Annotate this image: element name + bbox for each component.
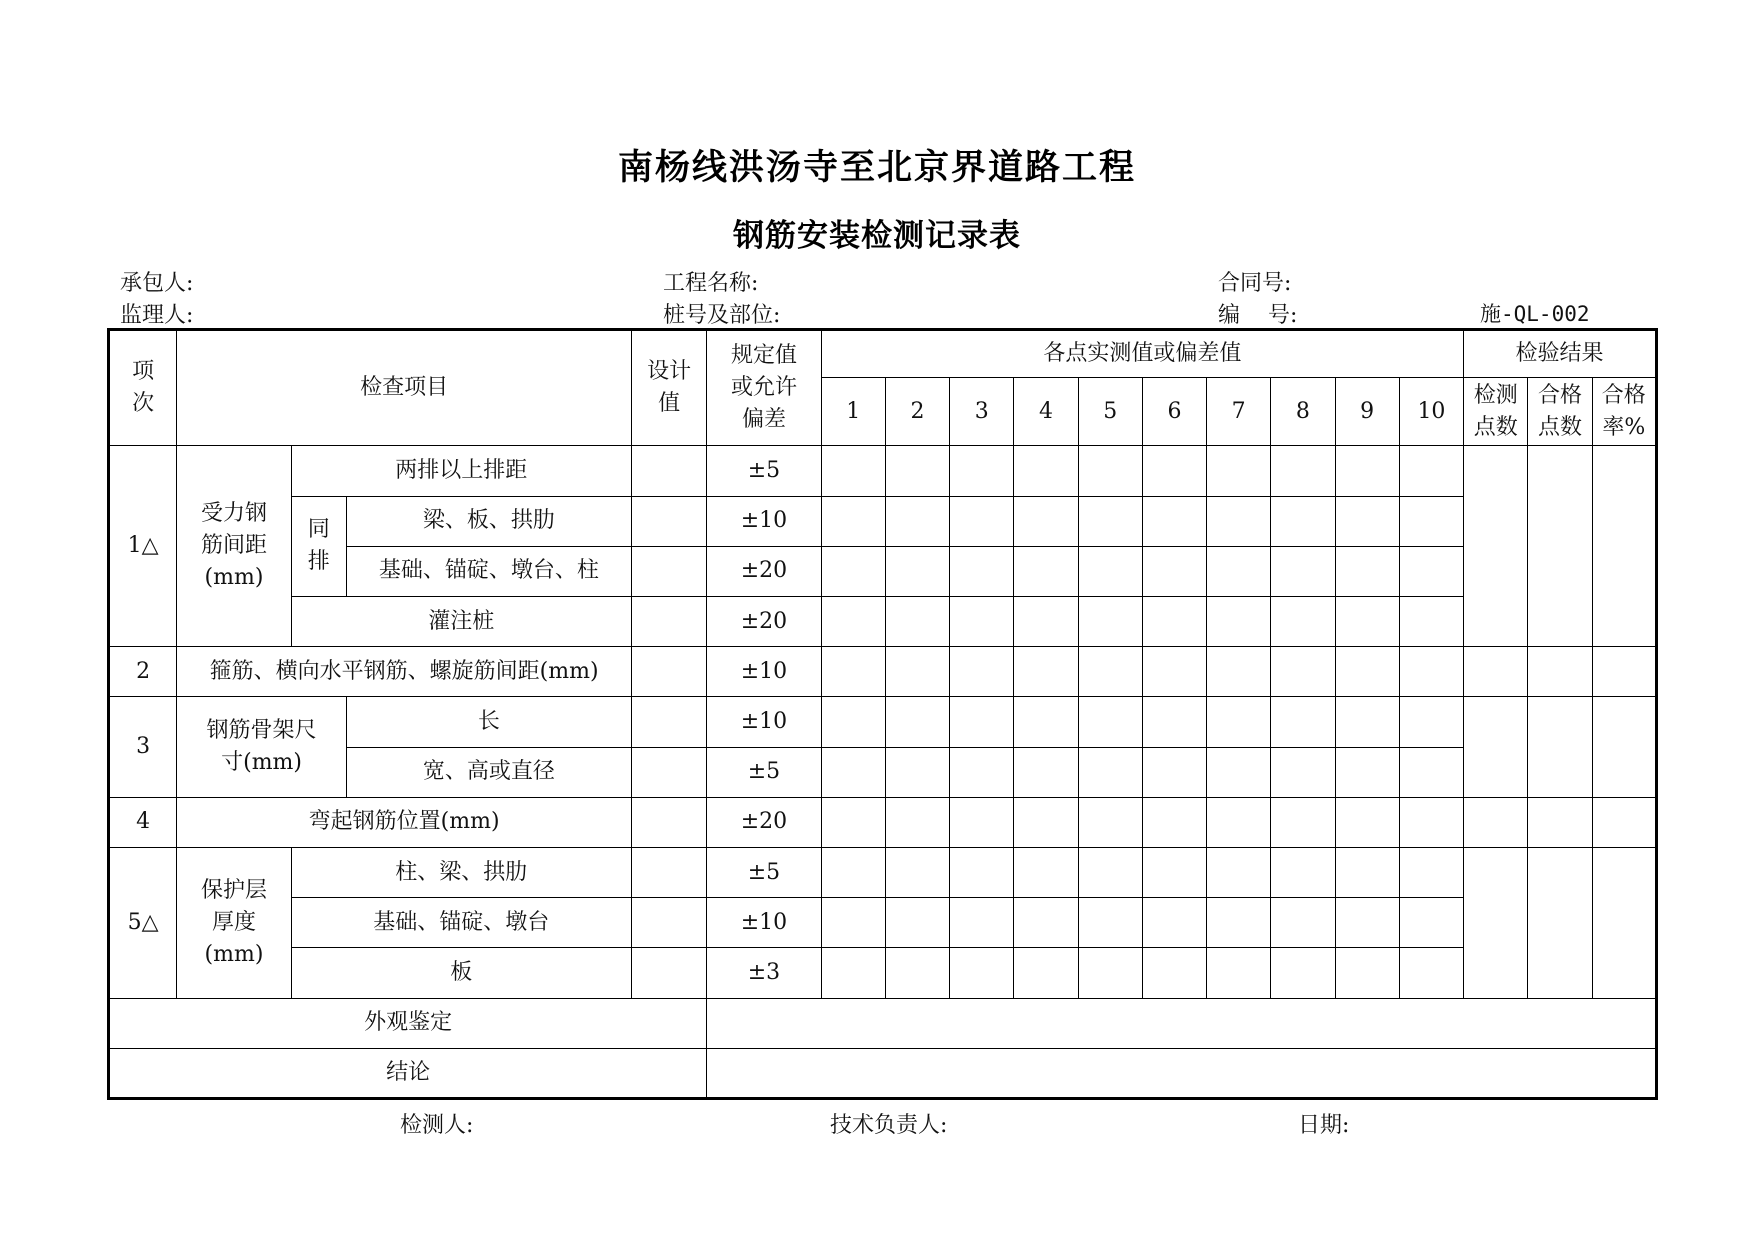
measure-cell[interactable] <box>1078 847 1142 897</box>
measure-cell[interactable] <box>950 546 1014 596</box>
measure-cell[interactable] <box>885 647 949 697</box>
measure-cell[interactable] <box>1399 747 1463 797</box>
row2-tol: ±10 <box>707 647 821 697</box>
measure-cell[interactable] <box>1142 898 1206 948</box>
location-label: 桩号及部位: <box>663 303 781 328</box>
measure-cell[interactable] <box>885 948 949 998</box>
conclusion-label: 结论 <box>109 1048 707 1098</box>
measure-cell[interactable] <box>1207 647 1271 697</box>
measure-cell[interactable] <box>821 747 885 797</box>
measure-cell[interactable] <box>1335 797 1399 847</box>
header-design-value: 设计 值 <box>631 330 706 446</box>
result-pass-cell[interactable] <box>1528 697 1592 797</box>
measure-cell[interactable] <box>1142 647 1206 697</box>
measure-cell[interactable] <box>1078 647 1142 697</box>
design-value-cell[interactable] <box>631 847 706 897</box>
row4-item: 弯起钢筋位置(mm) <box>177 797 632 847</box>
measure-cell[interactable] <box>821 597 885 647</box>
row5-item-b: 基础、锚碇、墩台 <box>291 898 631 948</box>
measure-cell[interactable] <box>1014 847 1078 897</box>
measure-cell[interactable] <box>1335 898 1399 948</box>
design-value-cell[interactable] <box>631 647 706 697</box>
row3-category: 钢筋骨架尺 寸(mm) <box>177 697 347 797</box>
measure-cell[interactable] <box>1142 948 1206 998</box>
measure-cell[interactable] <box>1207 847 1271 897</box>
measure-cell[interactable] <box>1399 948 1463 998</box>
row2-no: 2 <box>109 647 177 697</box>
header-point-3: 3 <box>950 378 1014 446</box>
measure-cell[interactable] <box>1078 898 1142 948</box>
measure-cell[interactable] <box>950 496 1014 546</box>
design-value-cell[interactable] <box>631 697 706 747</box>
appearance-label: 外观鉴定 <box>109 998 707 1048</box>
document-title: 南杨线洪汤寺至北京界道路工程 <box>617 148 1136 188</box>
result-count-cell[interactable] <box>1464 847 1528 998</box>
measure-cell[interactable] <box>885 446 949 496</box>
measure-cell[interactable] <box>1335 647 1399 697</box>
row3-item-a: 长 <box>346 697 631 747</box>
measure-cell[interactable] <box>1271 847 1335 897</box>
measure-cell[interactable] <box>950 847 1014 897</box>
measure-cell[interactable] <box>1399 898 1463 948</box>
measure-cell[interactable] <box>1142 797 1206 847</box>
header-point-10: 10 <box>1399 378 1463 446</box>
measure-cell[interactable] <box>1014 948 1078 998</box>
header-item-no: 项 次 <box>109 330 177 446</box>
measure-cell[interactable] <box>821 496 885 546</box>
header-point-7: 7 <box>1207 378 1271 446</box>
measure-cell[interactable] <box>821 847 885 897</box>
row1-item-c: 基础、锚碇、墩台、柱 <box>346 546 631 596</box>
measure-cell[interactable] <box>885 847 949 897</box>
measure-cell[interactable] <box>1335 948 1399 998</box>
measure-cell[interactable] <box>950 747 1014 797</box>
header-result-pass: 合格 点数 <box>1528 378 1592 446</box>
measure-cell[interactable] <box>1271 546 1335 596</box>
header-tolerance: 规定值 或允许 偏差 <box>707 330 821 446</box>
measure-cell[interactable] <box>1014 546 1078 596</box>
measure-cell[interactable] <box>1207 948 1271 998</box>
row1-item-b: 梁、板、拱肋 <box>346 496 631 546</box>
row5-tol-c: ±3 <box>707 948 821 998</box>
measure-cell[interactable] <box>1399 446 1463 496</box>
measure-cell[interactable] <box>885 898 949 948</box>
row2-item: 箍筋、横向水平钢筋、螺旋筋间距(mm) <box>177 647 632 697</box>
header-point-4: 4 <box>1014 378 1078 446</box>
measure-cell[interactable] <box>1271 747 1335 797</box>
measure-cell[interactable] <box>1207 898 1271 948</box>
header-point-1: 1 <box>821 378 885 446</box>
measure-cell[interactable] <box>1142 496 1206 546</box>
row1-no: 1△ <box>109 446 177 647</box>
result-pass-cell[interactable] <box>1528 446 1592 647</box>
measure-cell[interactable] <box>1014 898 1078 948</box>
result-rate-cell[interactable] <box>1592 847 1656 998</box>
row5-category: 保护层 厚度 (mm) <box>177 847 291 998</box>
measure-cell[interactable] <box>821 948 885 998</box>
measure-cell[interactable] <box>1399 847 1463 897</box>
header-inspection-item: 检查项目 <box>177 330 632 446</box>
row5-item-c: 板 <box>291 948 631 998</box>
measure-cell[interactable] <box>1271 597 1335 647</box>
contractor-label: 承包人: <box>120 271 194 296</box>
measure-cell[interactable] <box>1142 747 1206 797</box>
measure-cell[interactable] <box>821 446 885 496</box>
row5-tol-a: ±5 <box>707 847 821 897</box>
measure-cell[interactable] <box>1078 747 1142 797</box>
measure-cell[interactable] <box>821 797 885 847</box>
design-value-cell[interactable] <box>631 948 706 998</box>
header-point-5: 5 <box>1078 378 1142 446</box>
measure-cell[interactable] <box>1335 697 1399 747</box>
measure-cell[interactable] <box>1399 546 1463 596</box>
measure-cell[interactable] <box>1207 546 1271 596</box>
measure-cell[interactable] <box>1335 446 1399 496</box>
header-point-9: 9 <box>1335 378 1399 446</box>
result-rate-cell[interactable] <box>1592 647 1656 697</box>
result-pass-cell[interactable] <box>1528 647 1592 697</box>
result-pass-cell[interactable] <box>1528 847 1592 998</box>
row1-tol-d: ±20 <box>707 597 821 647</box>
measure-cell[interactable] <box>1271 898 1335 948</box>
measure-cell[interactable] <box>1335 747 1399 797</box>
measure-cell[interactable] <box>1207 496 1271 546</box>
measure-cell[interactable] <box>950 797 1014 847</box>
measure-cell[interactable] <box>1399 797 1463 847</box>
row4-no: 4 <box>109 797 177 847</box>
row1-item-a: 两排以上排距 <box>291 446 631 496</box>
measure-cell[interactable] <box>1078 496 1142 546</box>
measure-cell[interactable] <box>821 546 885 596</box>
row1-tol-c: ±20 <box>707 546 821 596</box>
measure-cell[interactable] <box>1014 697 1078 747</box>
inspection-table <box>107 328 1658 1100</box>
header-measured: 各点实测值或偏差值 <box>821 330 1463 378</box>
serial-label: 编 号: <box>1218 303 1298 328</box>
header-point-6: 6 <box>1142 378 1206 446</box>
design-value-cell[interactable] <box>631 496 706 546</box>
measure-cell[interactable] <box>1271 697 1335 747</box>
measure-cell[interactable] <box>1078 948 1142 998</box>
measure-cell[interactable] <box>1399 647 1463 697</box>
result-count-cell[interactable] <box>1464 647 1528 697</box>
measure-cell[interactable] <box>950 898 1014 948</box>
row5-tol-b: ±10 <box>707 898 821 948</box>
measure-cell[interactable] <box>885 797 949 847</box>
measure-cell[interactable] <box>1271 647 1335 697</box>
conclusion-field[interactable] <box>707 1048 1657 1098</box>
measure-cell[interactable] <box>1142 597 1206 647</box>
measure-cell[interactable] <box>1014 446 1078 496</box>
row3-item-b: 宽、高或直径 <box>346 747 631 797</box>
measure-cell[interactable] <box>1271 446 1335 496</box>
result-count-cell[interactable] <box>1464 446 1528 647</box>
measure-cell[interactable] <box>885 697 949 747</box>
measure-cell[interactable] <box>821 647 885 697</box>
measure-cell[interactable] <box>1078 697 1142 747</box>
measure-cell[interactable] <box>1207 597 1271 647</box>
measure-cell[interactable] <box>1014 597 1078 647</box>
measure-cell[interactable] <box>885 496 949 546</box>
header-result-rate: 合格 率% <box>1592 378 1656 446</box>
measure-cell[interactable] <box>950 597 1014 647</box>
measure-cell[interactable] <box>950 647 1014 697</box>
supervisor-label: 监理人: <box>120 303 194 328</box>
result-count-cell[interactable] <box>1464 697 1528 797</box>
row5-no: 5△ <box>109 847 177 998</box>
row1-category: 受力钢 筋间距 (mm) <box>177 446 291 647</box>
measure-cell[interactable] <box>950 697 1014 747</box>
measure-cell[interactable] <box>1207 697 1271 747</box>
row3-no: 3 <box>109 697 177 797</box>
measure-cell[interactable] <box>1014 797 1078 847</box>
measure-cell[interactable] <box>885 597 949 647</box>
header-result: 检验结果 <box>1464 330 1657 378</box>
serial-value: 施-QL-002 <box>1480 302 1590 326</box>
measure-cell[interactable] <box>1271 797 1335 847</box>
appearance-field[interactable] <box>707 998 1657 1048</box>
measure-cell[interactable] <box>1078 797 1142 847</box>
design-value-cell[interactable] <box>631 797 706 847</box>
measure-cell[interactable] <box>1399 697 1463 747</box>
row5-item-a: 柱、梁、拱肋 <box>291 847 631 897</box>
measure-cell[interactable] <box>950 446 1014 496</box>
tech-lead-label: 技术负责人: <box>830 1113 948 1138</box>
measure-cell[interactable] <box>1078 546 1142 596</box>
row1-same-row: 同 排 <box>291 496 346 596</box>
result-rate-cell[interactable] <box>1592 697 1656 797</box>
row1-item-d: 灌注桩 <box>291 597 631 647</box>
design-value-cell[interactable] <box>631 446 706 496</box>
measure-cell[interactable] <box>821 898 885 948</box>
row4-tol: ±20 <box>707 797 821 847</box>
date-label: 日期: <box>1298 1113 1350 1138</box>
design-value-cell[interactable] <box>631 546 706 596</box>
result-pass-cell[interactable] <box>1528 797 1592 847</box>
measure-cell[interactable] <box>1399 597 1463 647</box>
result-count-cell[interactable] <box>1464 797 1528 847</box>
design-value-cell[interactable] <box>631 597 706 647</box>
measure-cell[interactable] <box>1014 747 1078 797</box>
design-value-cell[interactable] <box>631 747 706 797</box>
measure-cell[interactable] <box>1078 446 1142 496</box>
measure-cell[interactable] <box>1399 496 1463 546</box>
measure-cell[interactable] <box>1271 948 1335 998</box>
contract-no-label: 合同号: <box>1218 271 1292 296</box>
row3-tol-b: ±5 <box>707 747 821 797</box>
measure-cell[interactable] <box>885 546 949 596</box>
measure-cell[interactable] <box>1014 496 1078 546</box>
project-name-label: 工程名称: <box>663 271 759 296</box>
measure-cell[interactable] <box>1142 697 1206 747</box>
measure-cell[interactable] <box>1142 446 1206 496</box>
measure-cell[interactable] <box>1207 446 1271 496</box>
row1-tol-b: ±10 <box>707 496 821 546</box>
measure-cell[interactable] <box>1207 747 1271 797</box>
measure-cell[interactable] <box>1014 647 1078 697</box>
result-rate-cell[interactable] <box>1592 446 1656 647</box>
form-title: 钢筋安装检测记录表 <box>733 218 1021 254</box>
row1-tol-a: ±5 <box>707 446 821 496</box>
tester-label: 检测人: <box>400 1113 474 1138</box>
row3-tol-a: ±10 <box>707 697 821 747</box>
header-point-2: 2 <box>885 378 949 446</box>
measure-cell[interactable] <box>821 697 885 747</box>
measure-cell[interactable] <box>1335 546 1399 596</box>
measure-cell[interactable] <box>1142 546 1206 596</box>
measure-cell[interactable] <box>885 747 949 797</box>
measure-cell[interactable] <box>1335 597 1399 647</box>
measure-cell[interactable] <box>950 948 1014 998</box>
measure-cell[interactable] <box>1207 797 1271 847</box>
result-rate-cell[interactable] <box>1592 797 1656 847</box>
measure-cell[interactable] <box>1078 597 1142 647</box>
measure-cell[interactable] <box>1271 496 1335 546</box>
header-result-count: 检测 点数 <box>1464 378 1528 446</box>
header-point-8: 8 <box>1271 378 1335 446</box>
measure-cell[interactable] <box>1335 496 1399 546</box>
design-value-cell[interactable] <box>631 898 706 948</box>
measure-cell[interactable] <box>1335 847 1399 897</box>
measure-cell[interactable] <box>1142 847 1206 897</box>
